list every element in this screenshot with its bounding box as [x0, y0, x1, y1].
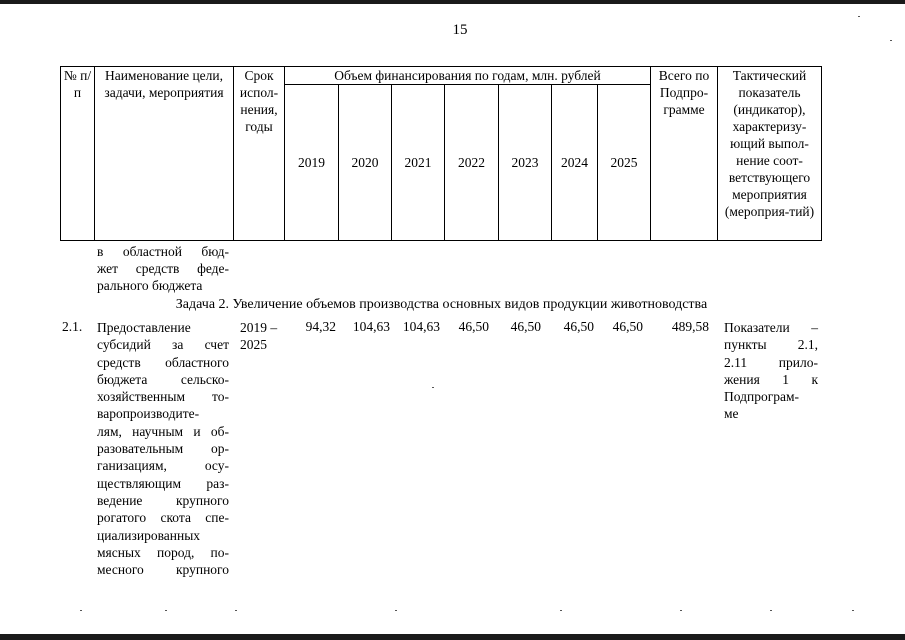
indicator-line: Подпрограм-	[724, 389, 800, 405]
value-2019: 94,32	[305, 319, 336, 334]
description-line: лям, научным и об-	[97, 423, 229, 439]
scan-speck	[890, 40, 892, 41]
scan-speck	[858, 16, 860, 17]
description-line: средств областного	[97, 354, 229, 370]
description-line: ганизациям, осу-	[97, 458, 229, 474]
description-line: месного крупного	[97, 562, 229, 578]
value-2022: 46,50	[458, 319, 489, 334]
indicator-line: пункты 2.1,	[724, 337, 818, 353]
description-line: субсидий за счет	[97, 337, 229, 353]
value-total: 489,58	[671, 319, 709, 334]
continuation-line: рального бюджета	[97, 278, 203, 294]
header-no: № п/п	[61, 67, 95, 241]
header-term: Срок испол-нения, годы	[234, 67, 285, 241]
page-number: 15	[452, 22, 468, 38]
continuation-text	[97, 243, 229, 295]
header-year: 2025	[598, 85, 651, 241]
term-line: 2019 –	[240, 320, 278, 335]
scan-speck	[80, 610, 82, 611]
continuation-line: в областной бюд-	[97, 244, 229, 259]
term-line: 2025	[240, 337, 267, 353]
description-line: разовательным ор-	[97, 441, 229, 457]
value-2025: 46,50	[612, 319, 643, 334]
description-line: бюджета сельско-	[97, 371, 229, 387]
scan-speck	[560, 610, 562, 611]
scan-speck	[432, 387, 434, 388]
description-line: Предоставление	[97, 320, 191, 335]
indicator-line: жения 1 к	[724, 371, 818, 387]
indicator-line: Показатели –	[724, 320, 818, 335]
header-year: 2024	[552, 85, 598, 241]
header-indicator: Тактический показатель (индикатор), характеризу-ющий выпол-нение соот-ветствующего мероприятия (мероприя-тий)	[718, 67, 822, 241]
scan-speck	[852, 610, 854, 611]
value-2023: 46,50	[510, 319, 541, 334]
indicator-line: ме	[724, 406, 739, 422]
value-2020: 104,63	[352, 319, 390, 334]
header-total: Всего по Подпро-грамме	[651, 67, 718, 241]
header-year: 2023	[499, 85, 552, 241]
header-financing: Объем финансирования по годам, млн. рублей	[285, 67, 651, 85]
scan-speck	[165, 610, 167, 611]
row-term	[240, 319, 277, 354]
description-line: хозяйственным то-	[97, 389, 229, 405]
row-description	[97, 319, 229, 578]
header-name: Наименование цели, задачи, мероприятия	[95, 67, 234, 241]
description-line: циализированных	[97, 527, 201, 543]
row-number: 2.1.	[62, 319, 83, 334]
description-line: мясных пород, по-	[97, 544, 229, 560]
header-year: 2022	[445, 85, 499, 241]
row-indicator	[724, 319, 818, 423]
scan-border-top	[0, 0, 905, 4]
header-year: 2020	[339, 85, 392, 241]
value-2024: 46,50	[563, 319, 594, 334]
indicator-line: 2.11 прило-	[724, 354, 818, 370]
scan-speck	[395, 610, 397, 611]
scan-speck	[235, 610, 237, 611]
description-line: варопроизводите-	[97, 406, 200, 422]
task-title: Задача 2. Увеличение объемов производства основных видов продукции животноводства	[175, 297, 708, 312]
description-line: рогатого скота спе-	[97, 510, 229, 526]
header-year: 2021	[392, 85, 445, 241]
table-header	[60, 66, 822, 241]
scan-speck	[680, 610, 682, 611]
scan-border-bottom	[0, 634, 905, 640]
continuation-line: жет средств феде-	[97, 261, 229, 277]
header-year: 2019	[285, 85, 339, 241]
description-line: ведение крупного	[97, 492, 229, 508]
value-2021: 104,63	[402, 319, 440, 334]
scan-speck	[770, 610, 772, 611]
description-line: ществляющим раз-	[97, 475, 229, 491]
